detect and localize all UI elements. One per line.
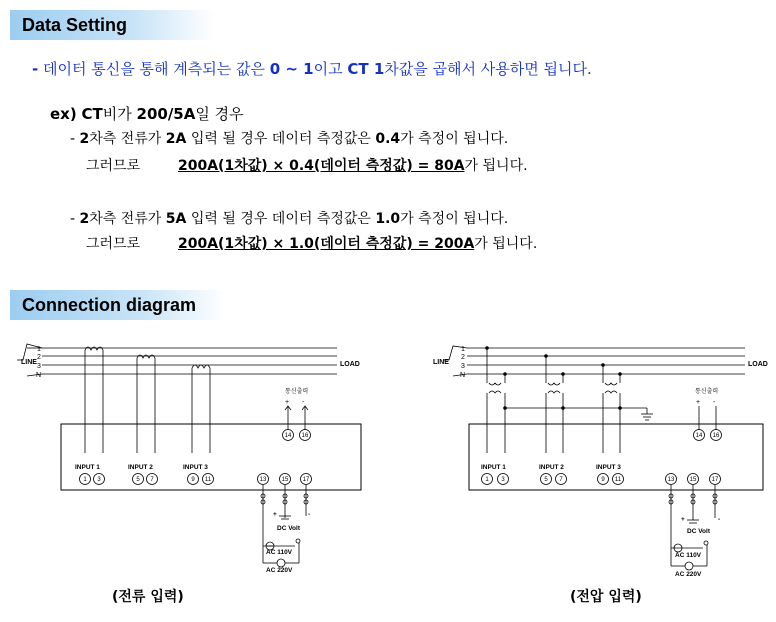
note-text-b: 이고: [313, 60, 343, 78]
case1-p5: 0.4: [375, 131, 401, 147]
pt-secondary-1: [489, 391, 501, 393]
v-bus-label-1: 1: [461, 346, 465, 353]
input2-label: INPUT 2: [128, 464, 153, 471]
dc-minus: -: [308, 511, 311, 518]
term-5-label: 5: [136, 477, 140, 483]
note-dash: -: [32, 60, 39, 78]
term-13-label: 13: [259, 477, 267, 483]
case2-p1: 2: [79, 211, 90, 227]
v-load-label: LOAD: [748, 361, 768, 368]
case2-p6: 가 측정이 됩니다.: [400, 211, 509, 227]
case1-p1: 2: [79, 131, 90, 147]
comm-minus: -: [302, 399, 305, 406]
pt-primary-1: [489, 383, 501, 385]
note-range: 0 ~ 1: [269, 60, 314, 78]
comm-label: 통신출력: [285, 389, 309, 395]
v-line-label: LINE: [433, 359, 449, 366]
case1-p3: 2A: [165, 131, 187, 147]
case1-formula-line: [178, 155, 528, 175]
note-text-c: 차값을 곱해서 사용하면 됩니다.: [384, 60, 592, 78]
v-term-15-label: 15: [689, 477, 697, 483]
v-ac220-label: AC 220V: [675, 571, 702, 578]
term-17-label: 17: [302, 477, 310, 483]
v-comm-label: 통신출력: [695, 389, 719, 395]
dc-volt-label: DC Volt: [277, 525, 300, 532]
v-term-17-label: 17: [711, 477, 719, 483]
bus-label-2: 2: [37, 354, 41, 361]
case2-tail: 가 됩니다.: [474, 236, 538, 252]
v-ac110-label: AC 110V: [675, 552, 702, 559]
v-term-13-label: 13: [667, 477, 675, 483]
case2-formula-line: [178, 233, 537, 253]
v-input3-label: INPUT 3: [596, 464, 621, 471]
term-15-label: 15: [281, 477, 289, 483]
pt-primary-3: [605, 383, 617, 385]
voltage-input-caption: (전압 입력): [570, 589, 642, 605]
connection-diagram-header: Connection diagram: [10, 290, 225, 320]
term-14-label: 14: [284, 433, 292, 439]
term-7-label: 7: [150, 477, 154, 483]
bus-label-n: N: [36, 372, 42, 379]
data-setting-header: Data Setting: [10, 10, 215, 40]
term-16-label: 16: [301, 433, 309, 439]
pt-secondary-3: [605, 391, 617, 393]
v-term-3-label: 3: [501, 477, 505, 483]
example-heading: [50, 103, 244, 124]
case2-p5: 1.0: [375, 211, 401, 227]
v-bus-label-n: N: [460, 372, 466, 379]
case1-so: 그러므로: [86, 158, 141, 174]
term-9-label: 9: [191, 477, 195, 483]
case1-formula: 200A(1차값) × 0.4(데이터 측정값) = 80A: [178, 158, 465, 174]
comm-plus: +: [285, 399, 290, 406]
current-input-diagram: [15, 338, 365, 578]
example-ratio: 200/5A: [136, 105, 196, 123]
input1-label: INPUT 1: [75, 464, 100, 471]
case2-so: 그러므로: [86, 236, 141, 252]
v-term-7-label: 7: [559, 477, 563, 483]
ac110-label: AC 110V: [266, 549, 293, 556]
ct-coil-2: [137, 355, 155, 358]
voltage-input-diagram: [425, 338, 775, 578]
case2-p2: 차측 전류가: [89, 211, 162, 227]
pt-primary-2: [548, 383, 560, 385]
example-ct: CT: [81, 105, 103, 123]
v-term-14-label: 14: [695, 433, 703, 439]
case1-line: [70, 128, 508, 148]
bus-label-1: 1: [37, 346, 41, 353]
v-term-11-label: 11: [614, 477, 622, 483]
example-mid: 비가: [102, 105, 132, 123]
case1-dash: -: [70, 131, 76, 147]
case2-line: [70, 208, 508, 228]
note-line: [32, 58, 592, 79]
v-term-5-label: 5: [544, 477, 548, 483]
case1-tail: 가 됩니다.: [464, 158, 528, 174]
v-dc-plus: +: [681, 516, 685, 523]
case2-p4: 입력 될 경우 데이터 측정값은: [190, 211, 371, 227]
input3-label: INPUT 3: [183, 464, 208, 471]
pt-secondary-2: [548, 391, 560, 393]
case2-dash: -: [70, 211, 76, 227]
current-input-caption: (전류 입력): [112, 589, 184, 605]
v-comm-minus: -: [713, 399, 716, 406]
case1-p2: 차측 전류가: [89, 131, 162, 147]
v-dc-minus: -: [718, 516, 721, 523]
case2-p3: 5A: [165, 211, 187, 227]
load-label: LOAD: [340, 361, 360, 368]
case1-p4: 입력 될 경우 데이터 측정값은: [190, 131, 371, 147]
v-input1-label: INPUT 1: [481, 464, 506, 471]
note-ct: CT 1: [347, 60, 385, 78]
v-comm-plus: +: [696, 399, 701, 406]
ac220-label: AC 220V: [266, 567, 293, 574]
line-label: LINE: [21, 359, 37, 366]
ct-coil-1: [85, 347, 103, 350]
bus-label-3: 3: [37, 363, 41, 370]
v-term-16-label: 16: [712, 433, 720, 439]
example-end: 일 경우: [195, 105, 244, 123]
v-term-1-label: 1: [485, 477, 489, 483]
case2-formula: 200A(1차값) × 1.0(데이터 측정값) = 200A: [178, 236, 475, 252]
v-input2-label: INPUT 2: [539, 464, 564, 471]
ct-coil-3: [192, 365, 210, 368]
term-1-label: 1: [83, 477, 87, 483]
term-3-label: 3: [97, 477, 101, 483]
case1-p6: 가 측정이 됩니다.: [400, 131, 509, 147]
v-bus-label-3: 3: [461, 363, 465, 370]
note-text-a: 데이터 통신을 통해 계측되는 값은: [43, 60, 265, 78]
v-bus-label-2: 2: [461, 354, 465, 361]
v-term-9-label: 9: [601, 477, 605, 483]
dc-plus: +: [273, 511, 277, 518]
term-11-label: 11: [204, 477, 212, 483]
example-ex: ex): [50, 105, 77, 123]
v-dc-volt-label: DC Volt: [687, 528, 710, 535]
